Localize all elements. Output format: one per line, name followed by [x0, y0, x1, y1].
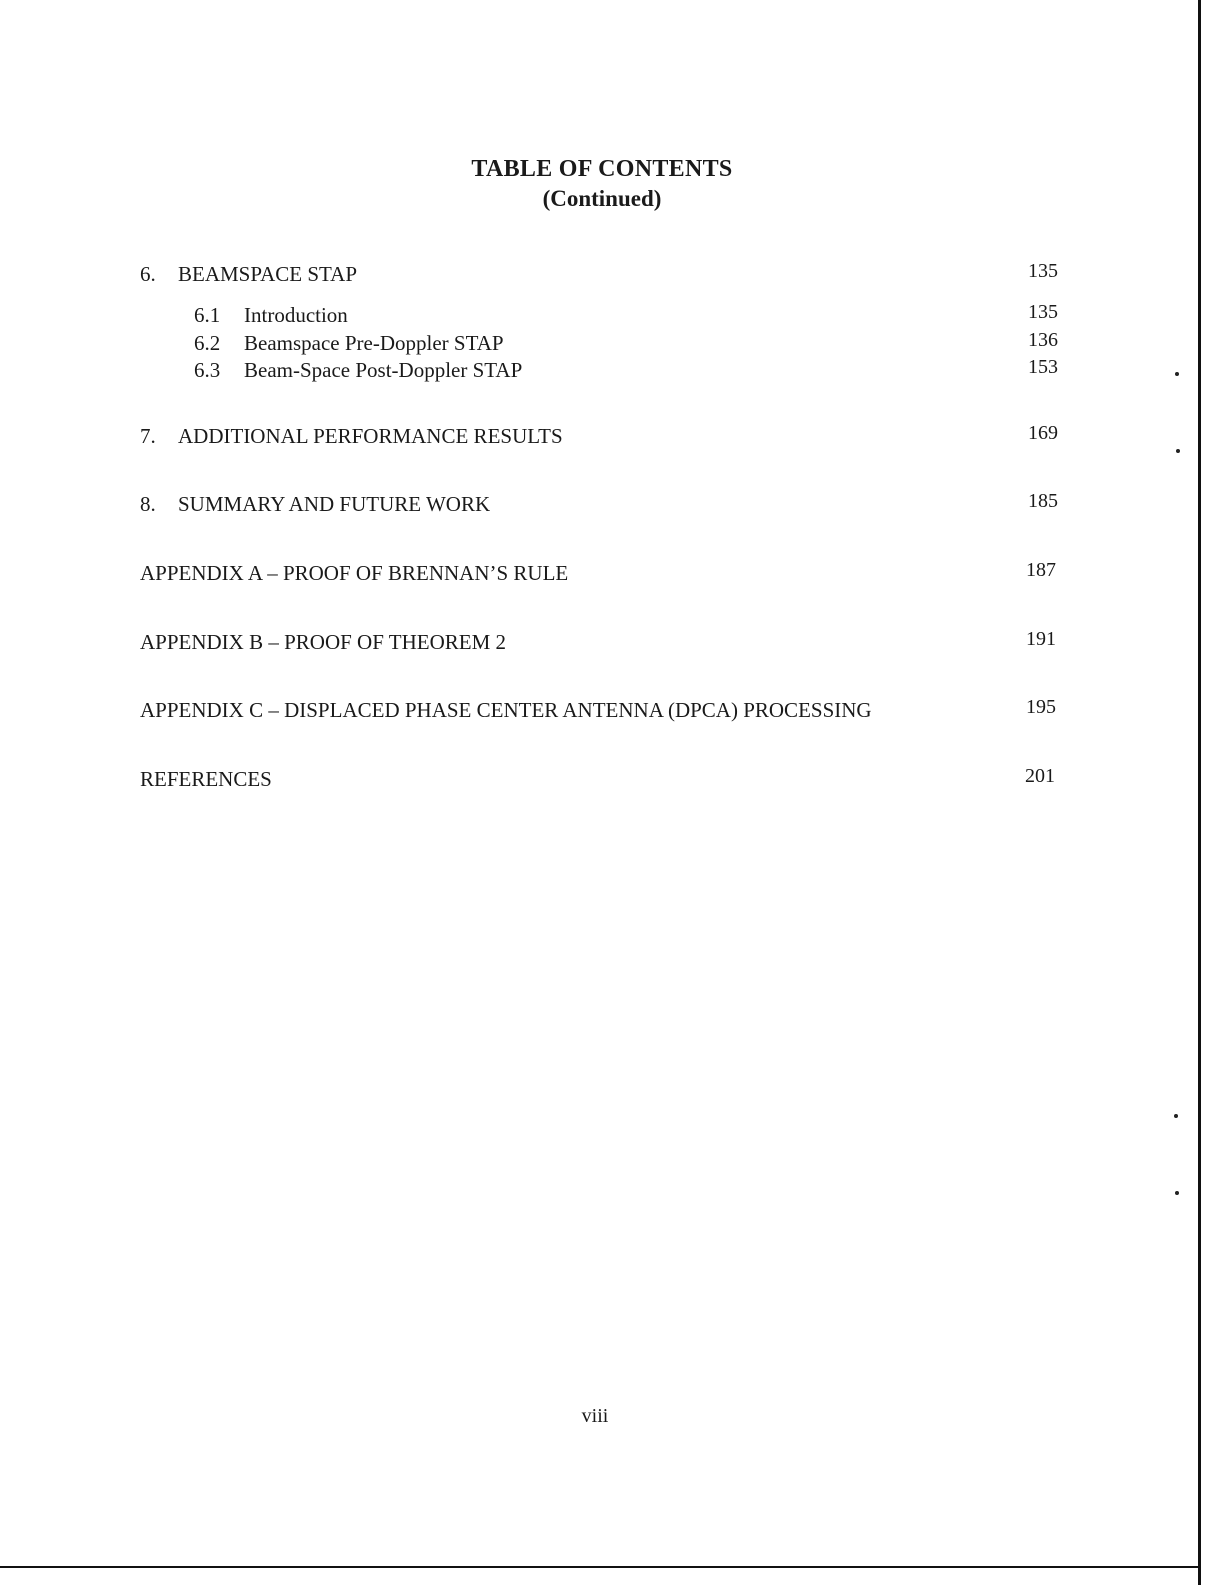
toc-title: TABLE OF CONTENTS: [471, 156, 733, 182]
toc-subtitle: (Continued): [542, 186, 662, 211]
toc-entry-page: 135: [1028, 301, 1058, 323]
toc-entry-label: Beam-Space Post-Doppler STAP: [244, 358, 523, 382]
scan-edge-bottom: [0, 1566, 1200, 1568]
toc-entry-label: APPENDIX C – DISPLACED PHASE CENTER ANTENNA (DPCA) PROCESSING: [140, 698, 872, 722]
toc-entry-label: SUMMARY AND FUTURE WORK: [178, 492, 491, 516]
toc-entry[interactable]: [140, 698, 872, 723]
toc-entry[interactable]: [140, 561, 568, 586]
toc-entry-page: 136: [1028, 329, 1058, 351]
toc-entry-page: 185: [1028, 490, 1058, 512]
toc-entry-label: APPENDIX A – PROOF OF BRENNAN’S RULE: [140, 561, 569, 585]
scan-speck: [1175, 1191, 1179, 1195]
toc-entry-page: 191: [1026, 628, 1056, 650]
toc-entry-page: 169: [1028, 422, 1058, 444]
toc-entry-number: 7.: [140, 424, 156, 448]
toc-subentry[interactable]: [194, 303, 348, 328]
scan-speck: [1176, 449, 1180, 453]
toc-entry-number: 8.: [140, 492, 156, 516]
toc-entry-page: 201: [1025, 765, 1055, 787]
toc-entry-number: 6.3: [194, 358, 221, 382]
toc-entry-label: Beamspace Pre-Doppler STAP: [244, 331, 504, 355]
toc-entry-number: 6.2: [194, 331, 221, 355]
toc-entry-number: 6.: [140, 262, 156, 286]
toc-entry-page: 153: [1028, 356, 1058, 378]
toc-entry[interactable]: [140, 492, 490, 517]
toc-entry[interactable]: [140, 262, 357, 287]
scan-speck: [1175, 372, 1179, 376]
toc-entry-label: REFERENCES: [140, 767, 272, 791]
scan-speck: [1174, 1114, 1178, 1118]
toc-entry-label: ADDITIONAL PERFORMANCE RESULTS: [178, 424, 563, 448]
scan-edge-right: [1198, 0, 1201, 1585]
toc-entry-page: 135: [1028, 260, 1058, 282]
toc-entry[interactable]: [140, 424, 563, 449]
toc-entry-number: 6.1: [194, 303, 221, 327]
toc-entry-label: Introduction: [244, 303, 348, 327]
toc-subentry[interactable]: [194, 331, 504, 356]
page-number-footer: viii: [581, 1405, 609, 1427]
toc-entry[interactable]: [140, 767, 272, 792]
toc-entry-label: APPENDIX B – PROOF OF THEOREM 2: [140, 630, 507, 654]
toc-subentry[interactable]: [194, 358, 522, 383]
toc-entry-label: BEAMSPACE STAP: [178, 262, 358, 286]
toc-entry-page: 187: [1026, 559, 1056, 581]
toc-entry-page: 195: [1026, 696, 1056, 718]
toc-entry[interactable]: [140, 630, 506, 655]
